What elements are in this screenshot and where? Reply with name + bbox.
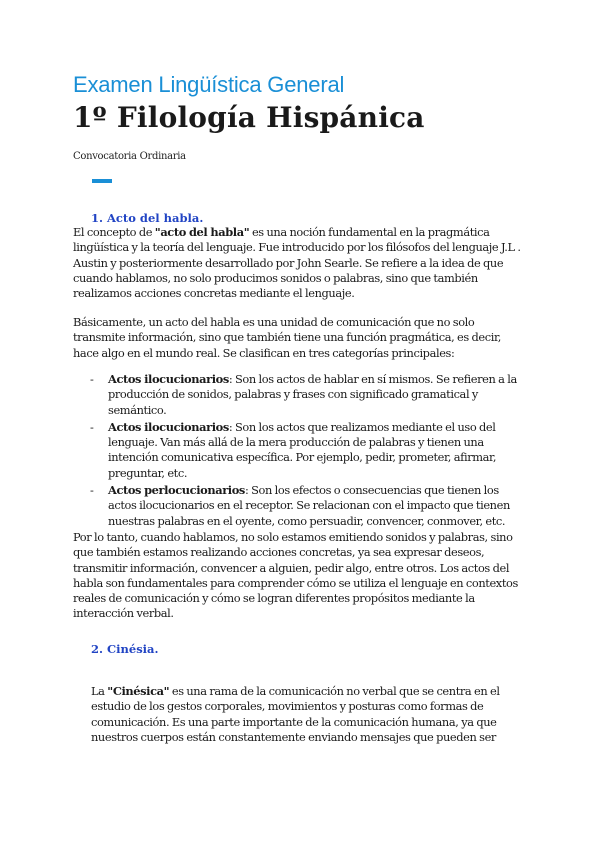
paragraph-acto-del-habla-conclusion: Por lo tanto, cuando hablamos, no solo estamos emitiendo sonidos y palabras, sino que también estamos realizando acciones concretas, ya sea expresar deseos, transmitir información, convencer a alguien, pedir algo, entre otros. Los actos del habla son fundamentales para comprender cómo se utiliza el lenguaje en contextos reales de comunicación y cómo se logran diferentes propósitos mediante la interacción verbal. xyxy=(73,530,518,621)
paragraph-text: La xyxy=(91,684,108,698)
list-item-term: Actos perlocucionarios xyxy=(108,483,245,498)
paragraph-text: El concepto de xyxy=(73,225,155,239)
list-item-text: : Son los actos que realizamos mediante el uso del lenguaje. Van más allá de la mera producción de palabras y tienen una intención comunicativa específica. Por ejemplo, pedir, prometer, afirmar, preguntar, etc. xyxy=(108,419,497,480)
exam-session-label: Convocatoria Ordinaria xyxy=(73,151,186,162)
list-item xyxy=(73,372,529,418)
bullet-dash: - xyxy=(90,483,94,498)
paragraph-cinesica-intro xyxy=(91,684,511,745)
paragraph-acto-del-habla-definition: Básicamente, un acto del habla es una unidad de comunicación que no solo transmite información, sino que también tiene una función pragmática, es decir, hace algo en el mundo real. Se clasifican en tres categorías principales: xyxy=(73,315,502,360)
document-subtitle: Examen Lingüística General xyxy=(73,72,345,97)
section-heading-cinesia: 2. Cinésia. xyxy=(91,642,159,656)
bullet-dash: - xyxy=(90,372,94,386)
speech-act-categories-list xyxy=(73,372,529,531)
accent-divider xyxy=(92,179,112,183)
paragraph-acto-del-habla-intro xyxy=(73,225,529,301)
list-item-term: Actos ilocucionarios xyxy=(108,372,229,386)
list-item-text: : Son los actos de hablar en sí mismos. Se refieren a la producción de sonidos, palabras y frases con significado gramatical y semántico. xyxy=(108,372,517,417)
list-item-text: : Son los efectos o consecuencias que tienen los actos ilocucionarios en el receptor. Se relacionan con el impacto que tienen nuestras palabras en el oyente, como persuadir, convencer, conmover, etc. xyxy=(108,483,510,528)
paragraph-text: es una rama de la comunicación no verbal que se centra en el estudio de los gestos corporales, movimientos y posturas como formas de comunicación. Es una parte importante de la comunicación humana, ya que nuestros cuerpos están constantemente enviando mensajes que pueden ser xyxy=(91,684,500,744)
list-item-term: Actos ilocucionarios xyxy=(108,419,229,434)
list-item xyxy=(73,483,529,529)
section-heading-acto-del-habla: 1. Acto del habla. xyxy=(91,211,204,225)
list-item xyxy=(73,420,529,481)
bold-term: "acto del habla" xyxy=(154,225,250,239)
bold-term: "Cinésica" xyxy=(107,684,170,698)
bullet-dash: - xyxy=(90,419,94,434)
document-title: 1º Filología Hispánica xyxy=(73,101,425,134)
paragraph-text: es una noción fundamental en la pragmática lingüística y la teoría del lenguaje. Fue introducido por los filósofos del lenguaje J.L . Austin y posteriormente desarrollado por John Searle. Se refiere a la idea de que cuando hablamos, no solo producimos sonidos o palabras, sino que también realizamos acciones concretas mediante el lenguaje. xyxy=(73,225,521,301)
